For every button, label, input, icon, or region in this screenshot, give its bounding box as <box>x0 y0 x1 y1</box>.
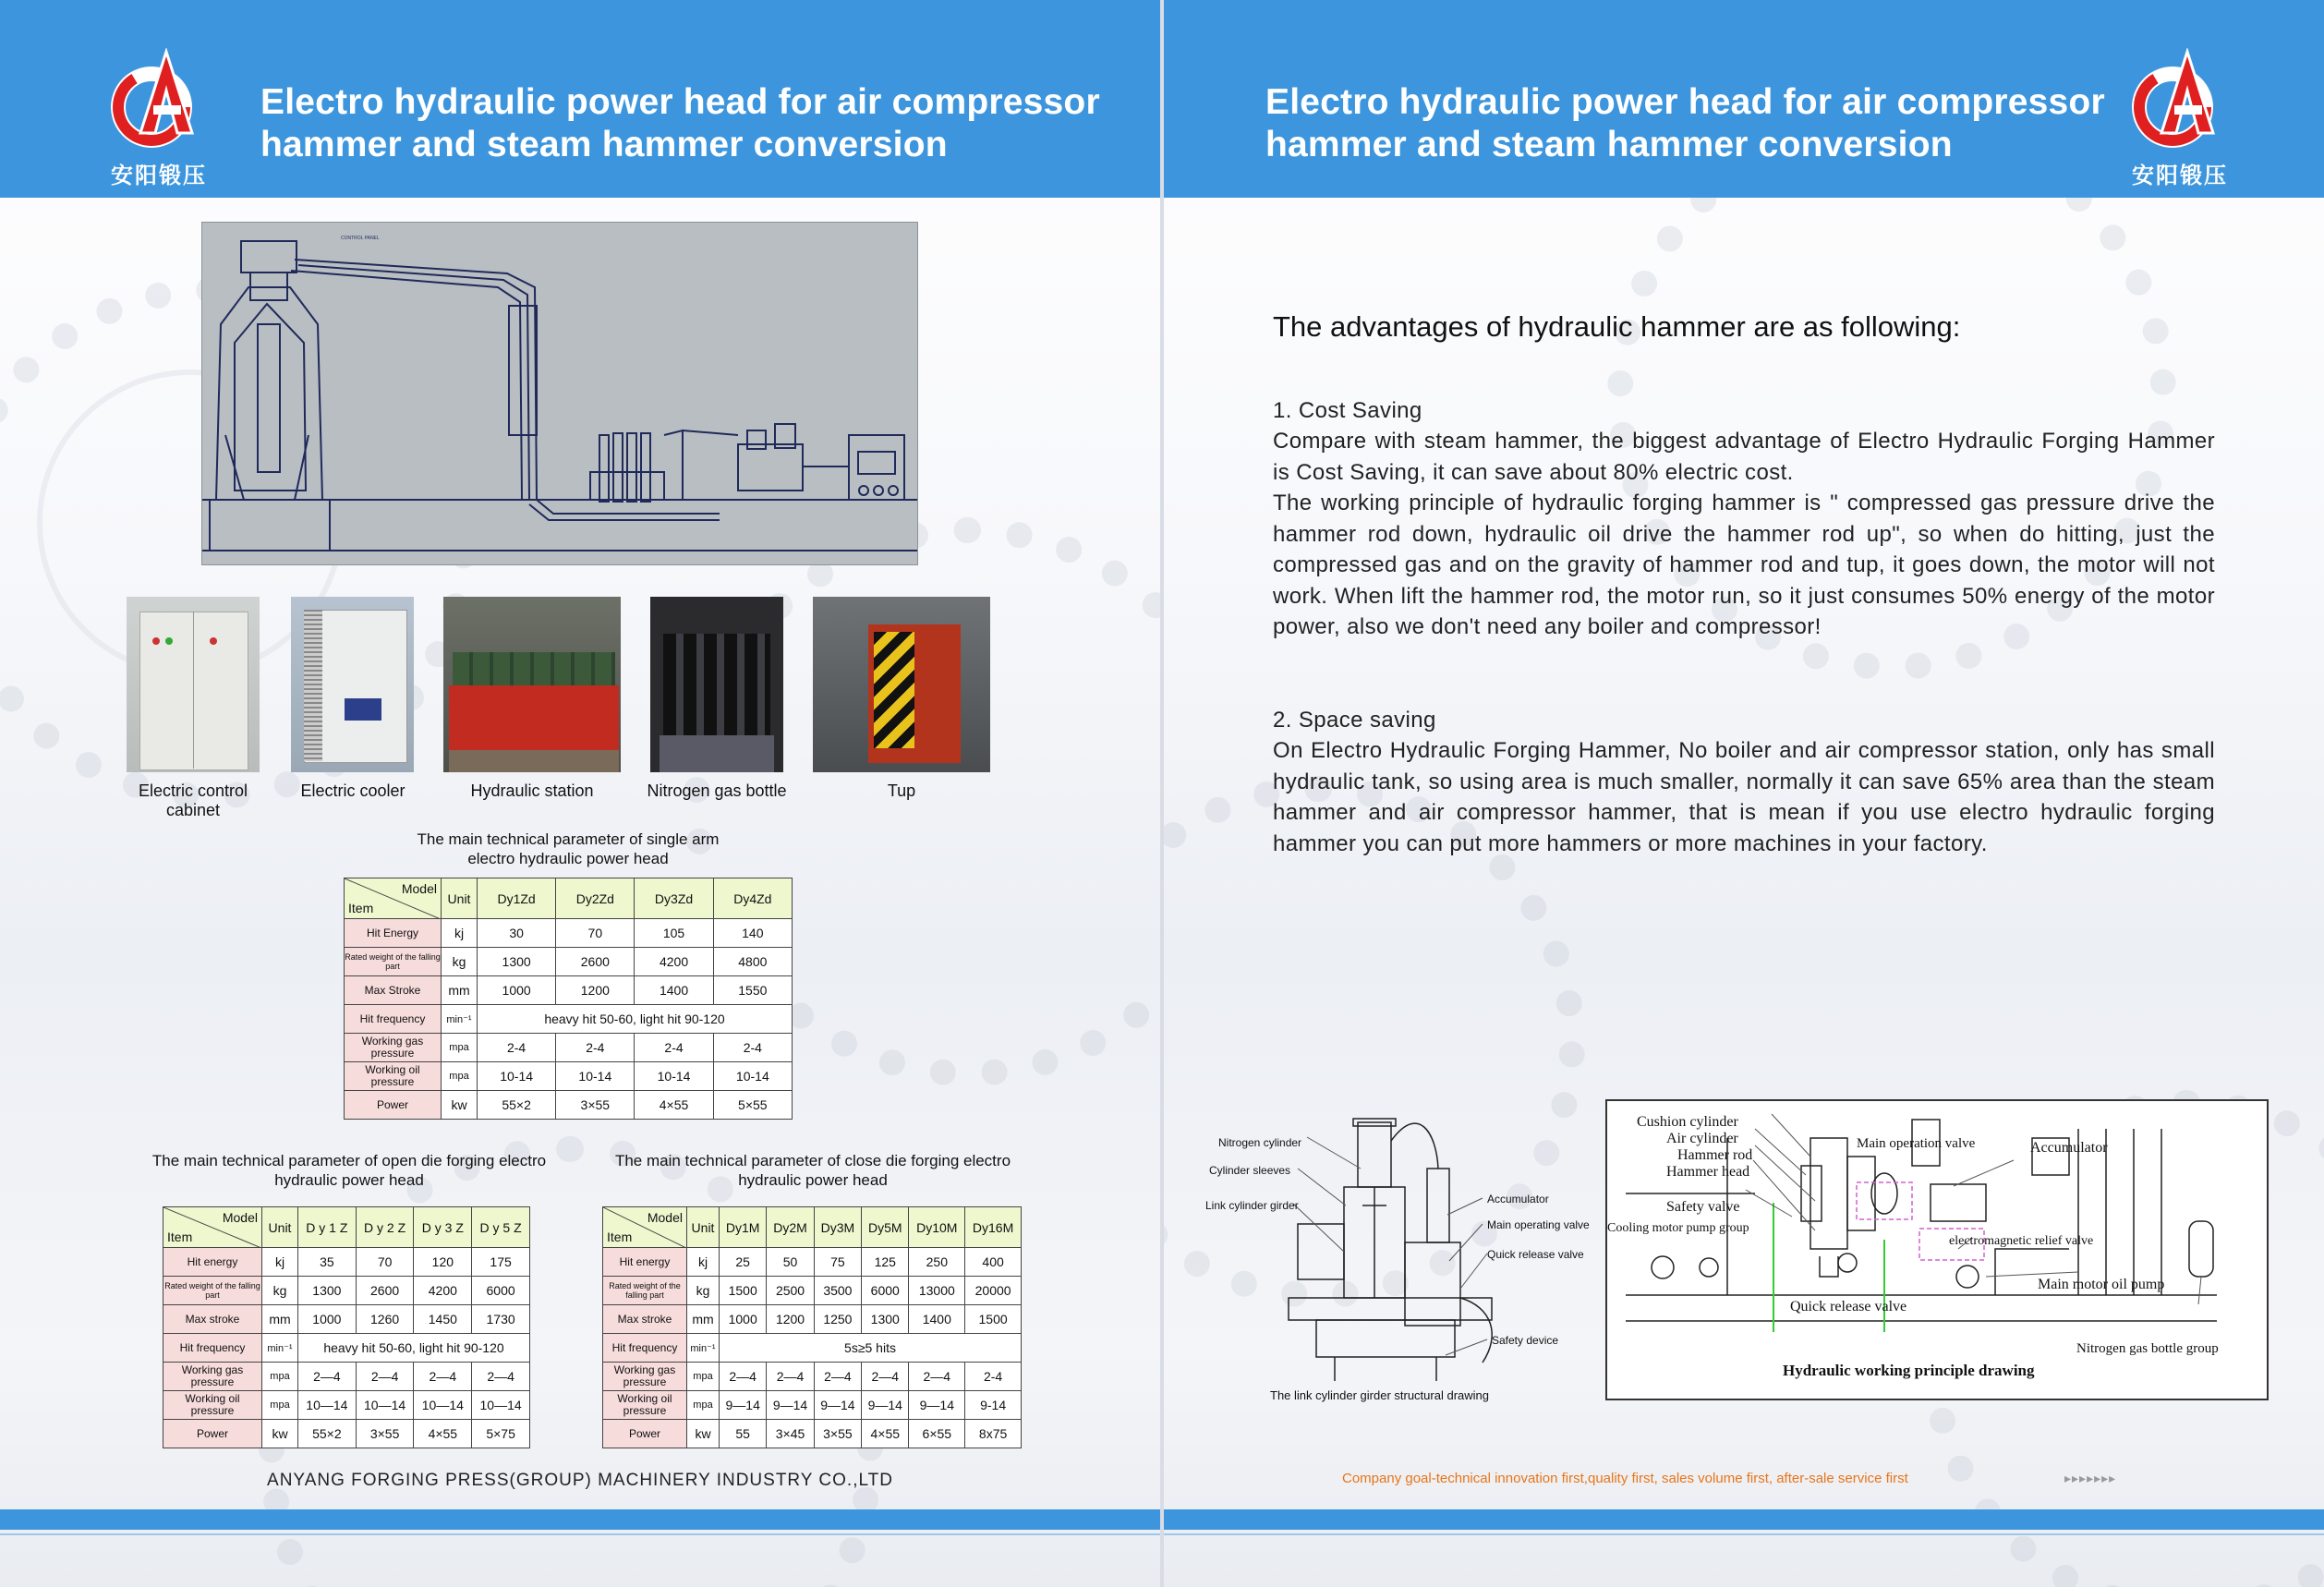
model-header: Dy2M <box>767 1207 814 1248</box>
label: electromagnetic relief valve <box>1949 1234 2094 1248</box>
cell: 30 <box>478 919 556 948</box>
row-unit: kj <box>262 1248 298 1277</box>
section-paragraph: Compare with steam hammer, the biggest advantage of Electro Hydraulic Forging Hammer is Cost Saving, it can save about 80% electric cost. <box>1273 429 2215 485</box>
corner-model-label: Model <box>401 881 437 896</box>
row-unit: kj <box>442 919 478 948</box>
logo-text: 安阳锻压 <box>2132 164 2228 188</box>
label: Hammer rod <box>1677 1147 1753 1163</box>
company-logo <box>103 48 214 187</box>
row-unit: mm <box>687 1305 720 1334</box>
photo-electric-cooler <box>291 597 414 772</box>
table-row <box>163 1277 530 1305</box>
cell: 6000 <box>862 1277 909 1305</box>
cell: 1260 <box>356 1305 414 1334</box>
hydraulic-principle-drawing <box>1605 1099 2269 1400</box>
label: Accumulator <box>1487 1193 1549 1205</box>
row-label: Rated weight of the falling part <box>345 948 442 976</box>
cell: 70 <box>556 919 635 948</box>
row-unit: min⁻¹ <box>442 1005 478 1034</box>
cell: 1450 <box>414 1305 472 1334</box>
table-row <box>345 976 793 1005</box>
cell: 9—14 <box>909 1391 965 1420</box>
row-unit: kg <box>442 948 478 976</box>
row-unit: kg <box>687 1277 720 1305</box>
row-label: Working oil pressure <box>345 1062 442 1091</box>
cell: 140 <box>713 919 792 948</box>
row-unit: kw <box>687 1420 720 1448</box>
spec-table-open-die <box>163 1206 530 1448</box>
table-corner <box>345 878 442 919</box>
cell: 1500 <box>965 1305 1022 1334</box>
cell: 55 <box>720 1420 767 1448</box>
company-logo <box>2124 48 2235 187</box>
photo-tup <box>813 597 990 772</box>
cell: 1000 <box>298 1305 357 1334</box>
row-label: Hit energy <box>603 1248 687 1277</box>
cell: 10-14 <box>556 1062 635 1091</box>
row-unit: min⁻¹ <box>262 1334 298 1363</box>
label: Air cylinder <box>1666 1131 1738 1146</box>
table-row <box>603 1363 1022 1391</box>
cell: 70 <box>356 1248 414 1277</box>
row-label: Max stroke <box>603 1305 687 1334</box>
cell: 250 <box>909 1248 965 1277</box>
row-label: Max stroke <box>163 1305 262 1334</box>
row-label: Hit frequency <box>345 1005 442 1034</box>
model-header: D y 2 Z <box>356 1207 414 1248</box>
cell: 1200 <box>556 976 635 1005</box>
caption-line: The main technical parameter of single arm <box>417 830 720 848</box>
spec-table-close-die <box>602 1206 1022 1448</box>
cell: 1550 <box>713 976 792 1005</box>
cell: 1000 <box>478 976 556 1005</box>
title-line-1: Electro hydraulic power head for air compressor <box>260 82 1100 122</box>
table-row <box>345 948 793 976</box>
cell: 1300 <box>478 948 556 976</box>
cell: 10-14 <box>478 1062 556 1091</box>
photo-caption: Electric cooler <box>300 781 405 800</box>
photo-caption: Electric control cabinet <box>138 781 248 819</box>
cell: 9—14 <box>814 1391 861 1420</box>
row-unit: kg <box>262 1277 298 1305</box>
row-unit: mpa <box>442 1062 478 1091</box>
cell: 4200 <box>414 1277 472 1305</box>
company-slogan: Company goal-technical innovation first,quality first, sales volume first, after-sale service first <box>1342 1471 1908 1486</box>
footer-line <box>0 1533 1160 1535</box>
link-cylinder-drawing <box>1205 1113 1612 1409</box>
table-header-row <box>345 878 793 919</box>
cad-drawing-svg <box>202 223 917 564</box>
row-unit: mpa <box>262 1363 298 1391</box>
cell: 2—4 <box>814 1363 861 1391</box>
cell: 400 <box>965 1248 1022 1277</box>
cell: 13000 <box>909 1277 965 1305</box>
cell: 10-14 <box>635 1062 713 1091</box>
photo-hydraulic-station <box>443 597 621 772</box>
model-header: D y 3 Z <box>414 1207 472 1248</box>
cell: 1000 <box>720 1305 767 1334</box>
row-unit: kj <box>687 1248 720 1277</box>
cell: 9-14 <box>965 1391 1022 1420</box>
cell: 10—14 <box>356 1391 414 1420</box>
table-header-row <box>603 1207 1022 1248</box>
drawing-caption: The link cylinder girder structural drawing <box>1270 1388 1489 1402</box>
footer-band <box>0 1509 1160 1530</box>
cell: 1730 <box>472 1305 530 1334</box>
cell: 75 <box>814 1248 861 1277</box>
cell: 2600 <box>356 1277 414 1305</box>
section-paragraph: On Electro Hydraulic Forging Hammer, No boiler and air compressor station, only has small hydraulic tank, so using area is much smaller, normally it can save 65% area than the steam hammer and air compressor hammer, that is mean if you use electro hydraulic forging hammer you can put more hammers or more machines in your factory. <box>1273 738 2215 856</box>
cell: 2-4 <box>965 1363 1022 1391</box>
unit-header: Unit <box>687 1207 720 1248</box>
section-paragraph: The working principle of hydraulic forging hammer is " compressed gas pressure drive the hammer rod down, hydraulic oil drive the hammer rod up", so when do hitting, just the compressed gas and on the gravity of hammer rod and tup, it goes down, the motor will not work. When lift the hammer rod, the motor run, so it just consumes 50% energy of the motor power, also we don't need any boiler and compressor! <box>1273 491 2215 639</box>
arrow-decoration: ▸▸▸▸▸▸▸ <box>2064 1471 2117 1485</box>
cell: 1400 <box>635 976 713 1005</box>
cell: 2-4 <box>713 1034 792 1062</box>
label: Nitrogen cylinder <box>1218 1136 1302 1149</box>
label: Main operation valve <box>1857 1136 1976 1151</box>
cell: 2—4 <box>472 1363 530 1391</box>
cell: 5×75 <box>472 1420 530 1448</box>
label: Main operating valve <box>1487 1218 1590 1231</box>
cell: 35 <box>298 1248 357 1277</box>
cell: 4×55 <box>862 1420 909 1448</box>
left-page <box>0 0 1160 1587</box>
row-label: Hit frequency <box>603 1334 687 1363</box>
cell: 2600 <box>556 948 635 976</box>
table-row <box>345 919 793 948</box>
row-label: Rated weight of the falling part <box>603 1277 687 1305</box>
model-header: Dy16M <box>965 1207 1022 1248</box>
drawing-caption: Hydraulic working principle drawing <box>1783 1362 2035 1379</box>
table-row <box>163 1305 530 1334</box>
table-corner <box>163 1207 262 1248</box>
unit-header: Unit <box>442 878 478 919</box>
cell: 3×55 <box>556 1091 635 1120</box>
cell: 3500 <box>814 1277 861 1305</box>
title-line-1: Electro hydraulic power head for air compressor <box>1265 82 2105 122</box>
cell: 8x75 <box>965 1420 1022 1448</box>
caption-line: The main technical parameter of close die forging electro <box>614 1152 1011 1169</box>
table-row <box>163 1420 530 1448</box>
unit-header: Unit <box>262 1207 298 1248</box>
label: Cooling motor pump group <box>1607 1221 1749 1235</box>
cell-span: 5s≥5 hits <box>720 1334 1022 1363</box>
cell: 3×45 <box>767 1420 814 1448</box>
cell-span: heavy hit 50-60, light hit 90-120 <box>298 1334 530 1363</box>
caption-line: electro hydraulic power head <box>467 850 669 867</box>
corner-model-label: Model <box>647 1210 683 1225</box>
row-label: Max Stroke <box>345 976 442 1005</box>
label: Hammer head <box>1666 1164 1750 1180</box>
row-label: Power <box>603 1420 687 1448</box>
cell: 4×55 <box>635 1091 713 1120</box>
row-unit: mpa <box>687 1363 720 1391</box>
cell: 2—4 <box>356 1363 414 1391</box>
model-header: Dy10M <box>909 1207 965 1248</box>
cell: 2—4 <box>414 1363 472 1391</box>
cell: 4800 <box>713 948 792 976</box>
row-label: Power <box>345 1091 442 1120</box>
cell: 125 <box>862 1248 909 1277</box>
cell: 1300 <box>862 1305 909 1334</box>
model-header: D y 1 Z <box>298 1207 357 1248</box>
table-row <box>603 1391 1022 1420</box>
corner-model-label: Model <box>222 1210 258 1225</box>
cell: 2-4 <box>635 1034 713 1062</box>
cell: 4×55 <box>414 1420 472 1448</box>
page-header <box>1164 0 2324 198</box>
cell: 3×55 <box>356 1420 414 1448</box>
photo-caption: Nitrogen gas bottle <box>647 781 787 800</box>
cell: 55×2 <box>478 1091 556 1120</box>
cell: 9—14 <box>862 1391 909 1420</box>
row-label: Working gas pressure <box>163 1363 262 1391</box>
cell: 6000 <box>472 1277 530 1305</box>
hammer-layout-drawing <box>201 222 918 565</box>
title-line-2: hammer and steam hammer conversion <box>260 125 948 164</box>
label: Link cylinder girder <box>1205 1199 1299 1212</box>
cell: 2—4 <box>298 1363 357 1391</box>
model-header: Dy5M <box>862 1207 909 1248</box>
cell: 3×55 <box>814 1420 861 1448</box>
cell: 120 <box>414 1248 472 1277</box>
label: Main motor oil pump <box>2038 1277 2165 1292</box>
section-title: 2. Space saving <box>1273 708 1436 733</box>
table-caption <box>342 830 794 868</box>
title-line-2: hammer and steam hammer conversion <box>1265 125 1953 164</box>
cell: 9—14 <box>720 1391 767 1420</box>
row-label: Working oil pressure <box>163 1391 262 1420</box>
page-title <box>260 81 1100 166</box>
table-row <box>345 1005 793 1034</box>
cell: 1400 <box>909 1305 965 1334</box>
model-header: Dy4Zd <box>713 878 792 919</box>
model-header: Dy3Zd <box>635 878 713 919</box>
label: Accumulator <box>2030 1140 2108 1156</box>
row-unit: kw <box>442 1091 478 1120</box>
cell: 2—4 <box>720 1363 767 1391</box>
cell: 25 <box>720 1248 767 1277</box>
row-unit: mpa <box>442 1034 478 1062</box>
row-unit: mpa <box>687 1391 720 1420</box>
page-header <box>0 0 1160 198</box>
corner-item-label: Item <box>167 1230 193 1244</box>
cell: 2500 <box>767 1277 814 1305</box>
table-row <box>345 1034 793 1062</box>
table-row <box>603 1305 1022 1334</box>
row-unit: mm <box>262 1305 298 1334</box>
caption-line: hydraulic power head <box>274 1171 424 1189</box>
model-header: Dy2Zd <box>556 878 635 919</box>
corner-item-label: Item <box>348 901 374 915</box>
cell: 55×2 <box>298 1420 357 1448</box>
photo-electric-control-cabinet <box>127 597 260 772</box>
label: Cylinder sleeves <box>1209 1164 1291 1177</box>
model-header: D y 5 Z <box>472 1207 530 1248</box>
row-label: Working oil pressure <box>603 1391 687 1420</box>
cell: 1250 <box>814 1305 861 1334</box>
table-row <box>163 1391 530 1420</box>
page-title <box>1265 81 2105 166</box>
cell: 2-4 <box>478 1034 556 1062</box>
row-label: Working gas pressure <box>345 1034 442 1062</box>
row-label: Hit energy <box>163 1248 262 1277</box>
table-caption <box>582 1151 1044 1190</box>
cell: 10—14 <box>298 1391 357 1420</box>
cell: 1300 <box>298 1277 357 1305</box>
cell: 175 <box>472 1248 530 1277</box>
model-header: Dy1M <box>720 1207 767 1248</box>
row-unit: mpa <box>262 1391 298 1420</box>
label: Quick release valve <box>1487 1248 1584 1261</box>
table-row <box>163 1248 530 1277</box>
cell: 10—14 <box>472 1391 530 1420</box>
cell: 2—4 <box>767 1363 814 1391</box>
cell: 10-14 <box>713 1062 792 1091</box>
cell: 6×55 <box>909 1420 965 1448</box>
table-header-row <box>163 1207 530 1248</box>
table-row <box>603 1334 1022 1363</box>
label: Safety valve <box>1666 1199 1740 1215</box>
label: Nitrogen gas bottle group <box>2076 1341 2219 1356</box>
table-row <box>163 1363 530 1391</box>
cell: 10—14 <box>414 1391 472 1420</box>
svg-text:CONTROL PANEL: CONTROL PANEL <box>341 236 380 241</box>
cell: 20000 <box>965 1277 1022 1305</box>
row-label: Working gas pressure <box>603 1363 687 1391</box>
company-name: ANYANG FORGING PRESS(GROUP) MACHINERY INDUSTRY CO.,LTD <box>267 1471 893 1490</box>
photo-caption: Tup <box>887 781 916 800</box>
section-title: 1. Cost Saving <box>1273 398 1422 423</box>
row-label: Hit frequency <box>163 1334 262 1363</box>
cell: 2—4 <box>909 1363 965 1391</box>
label: Cushion cylinder <box>1637 1114 1738 1130</box>
logo-text: 安阳锻压 <box>111 164 207 188</box>
photo-nitrogen-gas-bottle <box>650 597 783 772</box>
label: Safety device <box>1492 1334 1559 1347</box>
table-corner <box>603 1207 687 1248</box>
table-row <box>163 1334 530 1363</box>
cell: 9—14 <box>767 1391 814 1420</box>
row-unit: mm <box>442 976 478 1005</box>
cell: 105 <box>635 919 713 948</box>
row-unit: kw <box>262 1420 298 1448</box>
cell: 2—4 <box>862 1363 909 1391</box>
caption-line: The main technical parameter of open die forging electro <box>151 1152 547 1169</box>
model-header: Dy3M <box>814 1207 861 1248</box>
cell-span: heavy hit 50-60, light hit 90-120 <box>478 1005 793 1034</box>
table-row <box>345 1091 793 1120</box>
table-row <box>603 1248 1022 1277</box>
row-label: Power <box>163 1420 262 1448</box>
footer-band <box>1164 1509 2324 1530</box>
model-header: Dy1Zd <box>478 878 556 919</box>
footer-line <box>1164 1533 2324 1535</box>
table-caption <box>137 1151 562 1190</box>
table-row <box>603 1420 1022 1448</box>
cell: 1500 <box>720 1277 767 1305</box>
caption-line: hydraulic power head <box>738 1171 888 1189</box>
row-label: Hit Energy <box>345 919 442 948</box>
cell: 50 <box>767 1248 814 1277</box>
link-drawing-svg <box>1205 1113 1612 1409</box>
row-unit: min⁻¹ <box>687 1334 720 1363</box>
corner-item-label: Item <box>607 1230 633 1244</box>
advantages-heading: The advantages of hydraulic hammer are as following: <box>1273 310 1961 343</box>
label: Quick release valve <box>1790 1299 1907 1314</box>
table-row <box>345 1062 793 1091</box>
cell: 4200 <box>635 948 713 976</box>
photo-caption: Hydraulic station <box>470 781 594 800</box>
cell: 5×55 <box>713 1091 792 1120</box>
spec-table-single-arm <box>344 878 793 1120</box>
cell: 2-4 <box>556 1034 635 1062</box>
table-row <box>603 1277 1022 1305</box>
row-label: Rated weight of the falling part <box>163 1277 262 1305</box>
cell: 1200 <box>767 1305 814 1334</box>
